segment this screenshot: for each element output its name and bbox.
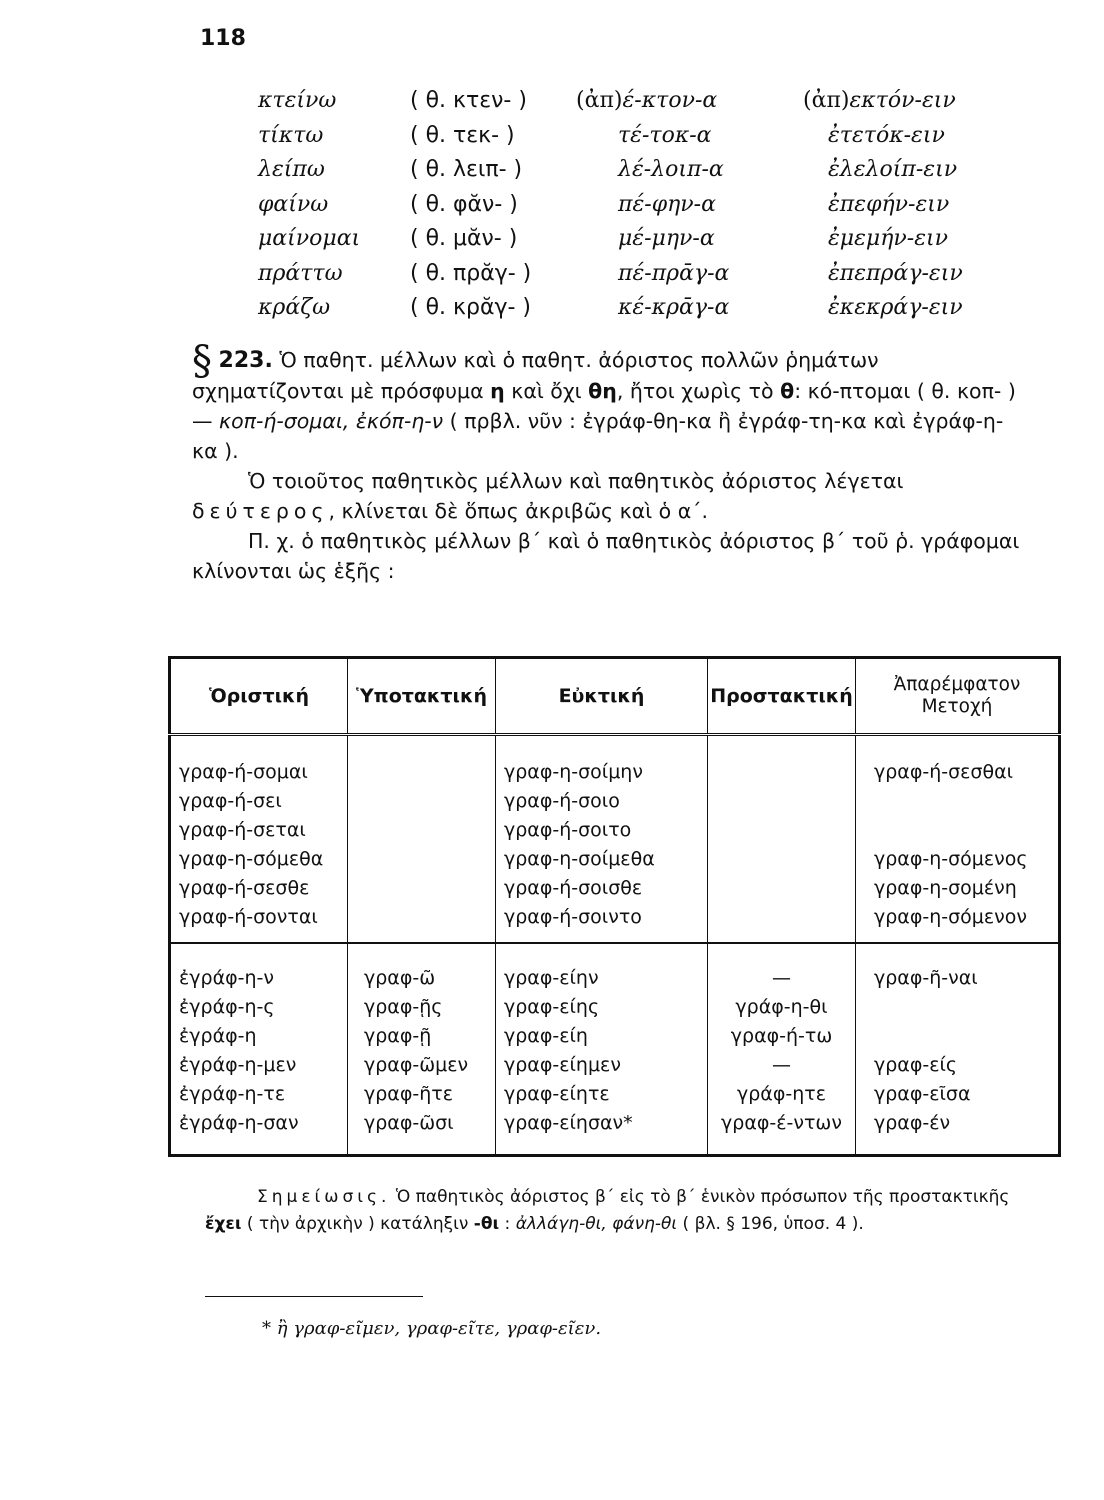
aorist-form: λέ-λοιπ-α: [618, 157, 724, 182]
pluperfect-prefix: (ἀπ): [803, 88, 850, 113]
table-cell-form: γραφ-ή-σεται: [179, 819, 306, 841]
table-cell-form: γραφ-ή-τω: [730, 1025, 833, 1047]
verb: πράττω: [258, 260, 343, 286]
table-cell-form: γράφ-ητε: [737, 1083, 826, 1105]
verb: φαίνω: [258, 191, 329, 217]
text-span: Ὁ τοιοῦτος παθητικὸς μέλλων καὶ παθητικὸς ἀόριστος λέγεται: [248, 469, 904, 493]
verb-row: [258, 261, 1038, 296]
table-cell-form: γραφ-έ-ντων: [721, 1112, 842, 1134]
header-participle: Μετοχή: [921, 696, 993, 717]
table-cell-form: γραφ-ή-σεσθε: [179, 877, 310, 899]
text-span: καὶ ὄχι: [504, 379, 589, 403]
text-span: πτομαι ( θ. κοπ- ) —: [192, 379, 1016, 433]
verb: κράζω: [258, 295, 331, 320]
header-infinitive: Ἀπαρέμφατον: [893, 674, 1021, 695]
text-span: : κό-: [794, 379, 840, 403]
table-cell-form: γραφ-η-σοίμεθα: [504, 848, 655, 870]
spaced-term: δεύτερος: [192, 499, 329, 523]
verb-row: [258, 157, 1038, 192]
aorist-form: μέ-μην-α: [618, 226, 715, 251]
table-cell-form: γραφ-ή-σοιο: [504, 790, 620, 812]
letter-theta: θ: [780, 379, 795, 403]
table-cell-form: γραφ-ῶ: [364, 967, 436, 989]
table-cell-form: γραφ-η-σόμενον: [874, 906, 1027, 928]
header-subjunctive: Ὑποτακτική: [348, 658, 496, 735]
aorist-form: [576, 88, 717, 113]
verb: κτείνω: [258, 88, 337, 113]
verb-theme: ( θ. κτεν- ): [410, 88, 527, 113]
example-forms: κοπ-ή-σομαι, ἐκόπ-η-ν: [219, 409, 444, 433]
suffix-eta: η: [490, 379, 505, 403]
verb-row: [258, 226, 1038, 261]
aorist-imperative-cell: [708, 943, 856, 1156]
header-infinitive-participle: [856, 658, 1060, 735]
spacer: [874, 993, 1058, 1051]
verb: λείπω: [258, 157, 325, 182]
text-span: Ὁ παθητ. μέλλων καὶ ὁ παθητ. ἀόριστος πολλῶν ῥημάτων σχηματίζονται μὲ πρόσφυμα: [192, 348, 879, 403]
note: [205, 1184, 1035, 1238]
verb-row: [258, 295, 1038, 330]
table-cell-form: γραφ-ῶμεν: [364, 1054, 469, 1076]
pluperfect-form: ἐκεκράγ-ειν: [828, 295, 963, 320]
aorist-form: τέ-τοκ-α: [618, 122, 712, 148]
table-cell-form: γραφ-έν: [874, 1112, 951, 1134]
text-span: ( βλ. § 196, ὑποσ. 4 ).: [677, 1214, 864, 1234]
aorist-optative-cell: [496, 943, 708, 1156]
table-cell-form: γράφ-η-θι: [735, 996, 828, 1018]
table-cell-form: γραφ-ή-σονται: [179, 906, 318, 928]
table-cell-form: γραφ-ή-σοισθε: [504, 877, 643, 899]
ending: -θι: [473, 1214, 500, 1234]
verb-theme: ( θ. κρᾰγ- ): [410, 295, 531, 320]
footnote: * ἢ γραφ-εῖμεν, γραφ-εῖτε, γραφ-εῖεν.: [262, 1318, 602, 1339]
pluperfect-form: [803, 88, 956, 113]
future-imperative-cell: [708, 735, 856, 944]
pluperfect-form: ἐμεμήν-ειν: [828, 226, 949, 251]
pluperfect-stem: εκτόν-ειν: [849, 88, 956, 113]
table-header-row: [170, 658, 1060, 735]
conjugation-table: [168, 656, 1061, 1157]
note-label: Σημείωσις.: [257, 1187, 391, 1207]
table-cell-form: γραφ-ῆτε: [364, 1083, 453, 1105]
page-number: 118: [200, 26, 246, 51]
section-223: [192, 338, 1022, 586]
table-cell-form: ἐγράφ-η-μεν: [179, 1054, 297, 1076]
table-cell-form: γραφ-ῇ: [364, 1025, 432, 1047]
table-cell-form: γραφ-είην: [504, 967, 599, 989]
section-mark: §: [192, 338, 212, 384]
text-span: , κλίνεται δὲ ὅπως ἀκριβῶς καὶ ὁ α΄.: [328, 499, 708, 523]
text-span: :: [499, 1214, 516, 1234]
table-cell-form: γραφ-η-σοίμην: [504, 761, 643, 783]
section-paragraph-2: [192, 466, 1022, 526]
verb-theme: ( θ. πρᾰγ- ): [410, 260, 532, 286]
bold-word: ἔχει: [205, 1214, 242, 1234]
table-cell-form: γραφ-η-σομένη: [874, 877, 1017, 899]
table-cell-form: γραφ-ή-σομαι: [179, 761, 308, 783]
table-cell-form: γραφ-είς: [874, 1054, 958, 1076]
future-subjunctive-cell: [348, 735, 496, 944]
table-cell-form: γραφ-ή-σοιτο: [504, 819, 632, 841]
table-cell-form: —: [772, 967, 791, 989]
example-forms: ἀλλάγη-θι, φάνη-θι: [515, 1214, 678, 1234]
header-imperative: Προστακτική: [708, 658, 856, 735]
table-cell-form: γραφ-είησαν*: [504, 1112, 633, 1134]
future-indicative-cell: [170, 735, 348, 944]
table-row-future: [170, 735, 1060, 944]
table-cell-form: γραφ-η-σόμεθα: [179, 848, 324, 870]
section-number: 223.: [218, 348, 273, 373]
verb-theme: ( θ. λειπ- ): [410, 157, 523, 182]
verb-theme: ( θ. μᾰν- ): [410, 226, 518, 251]
text-span: Ὁ παθητικὸς ἀόριστος β΄ εἰς τὸ β΄ ἑνικὸν πρόσωπον τῆς προστακτικῆς: [390, 1187, 1010, 1207]
verb-row: [258, 192, 1038, 227]
future-optative-cell: [496, 735, 708, 944]
verb-row: [258, 88, 1038, 123]
pluperfect-form: ἐπεφήν-ειν: [828, 191, 950, 217]
table-cell-form: γραφ-ή-σοιντο: [504, 906, 642, 928]
verb: μαίνομαι: [258, 226, 361, 251]
table-cell-form: γραφ-ή-σεσθαι: [874, 761, 1014, 783]
table-cell-form: γραφ-η-σόμενος: [874, 848, 1028, 870]
aorist-infinitive-participle-cell: [856, 943, 1060, 1156]
note-paragraph: [205, 1184, 1035, 1238]
table-cell-form: γραφ-ῇς: [364, 996, 443, 1018]
text-span: ( τὴν ἀρχικὴν ) κατάληξιν: [241, 1214, 474, 1234]
verb-row: [258, 123, 1038, 158]
aorist-form: κέ-κρᾱγ-α: [618, 295, 730, 320]
table-cell-form: ἐγράφ-η-τε: [179, 1083, 286, 1105]
aorist-stem: έ-κτον-α: [622, 88, 718, 113]
table-cell-form: γραφ-ή-σει: [179, 790, 282, 812]
aorist-form: πέ-φην-α: [618, 191, 716, 217]
table-cell-form: γραφ-είης: [504, 996, 600, 1018]
pluperfect-form: ἐτετόκ-ειν: [828, 122, 945, 148]
aorist-indicative-cell: [170, 943, 348, 1156]
suffix-theta-eta: θη: [588, 379, 617, 403]
verb-theme: ( θ. φᾰν- ): [410, 191, 518, 217]
aorist-prefix: (ἀπ): [576, 88, 623, 113]
table-row-aorist: [170, 943, 1060, 1156]
table-cell-form: ἐγράφ-η-σαν: [179, 1112, 299, 1134]
aorist-form: πέ-πρᾱγ-α: [618, 260, 730, 286]
table-cell-form: γραφ-είητε: [504, 1083, 610, 1105]
table-cell-form: ἐγράφ-η: [179, 1025, 257, 1047]
verb-list: [258, 88, 1038, 330]
text-span: ( πρβλ. νῦν : ἐγράφ-θη-κα ἢ ἐγράφ-τη-κα καὶ ἐγράφ-η-κα ).: [192, 409, 1004, 463]
pluperfect-form: ἐπεπράγ-ειν: [828, 260, 963, 286]
table-cell-form: γραφ-εῖσα: [874, 1083, 971, 1105]
section-paragraph-3: Π. χ. ὁ παθητικὸς μέλλων β΄ καὶ ὁ παθητικὸς ἀόριστος β΄ τοῦ ῥ. γράφομαι κλίνονται ὡς ἑξῆς :: [192, 529, 1020, 583]
table-cell-form: ἐγράφ-η-ν: [179, 967, 274, 989]
header-optative: Εὐκτική: [496, 658, 708, 735]
header-indicative: Ὁριστική: [170, 658, 348, 735]
table-cell-form: ἐγράφ-η-ς: [179, 996, 275, 1018]
table-cell-form: γραφ-είημεν: [504, 1054, 621, 1076]
table-cell-form: γραφ-ῆ-ναι: [874, 967, 978, 989]
table-cell-form: γραφ-είη: [504, 1025, 588, 1047]
future-infinitive-participle-cell: [856, 735, 1060, 944]
footnote-rule: [205, 1296, 423, 1297]
pluperfect-form: ἐλελοίπ-ειν: [828, 157, 958, 182]
spacer: [874, 787, 1058, 845]
table-cell-form: —: [772, 1054, 791, 1076]
verb: τίκτω: [258, 122, 324, 148]
text-span: , ἤτοι χωρὶς τὸ: [616, 379, 781, 403]
table-cell-form: γραφ-ῶσι: [364, 1112, 454, 1134]
aorist-subjunctive-cell: [348, 943, 496, 1156]
section-paragraph-1: [192, 338, 1022, 466]
verb-theme: ( θ. τεκ- ): [410, 122, 515, 148]
